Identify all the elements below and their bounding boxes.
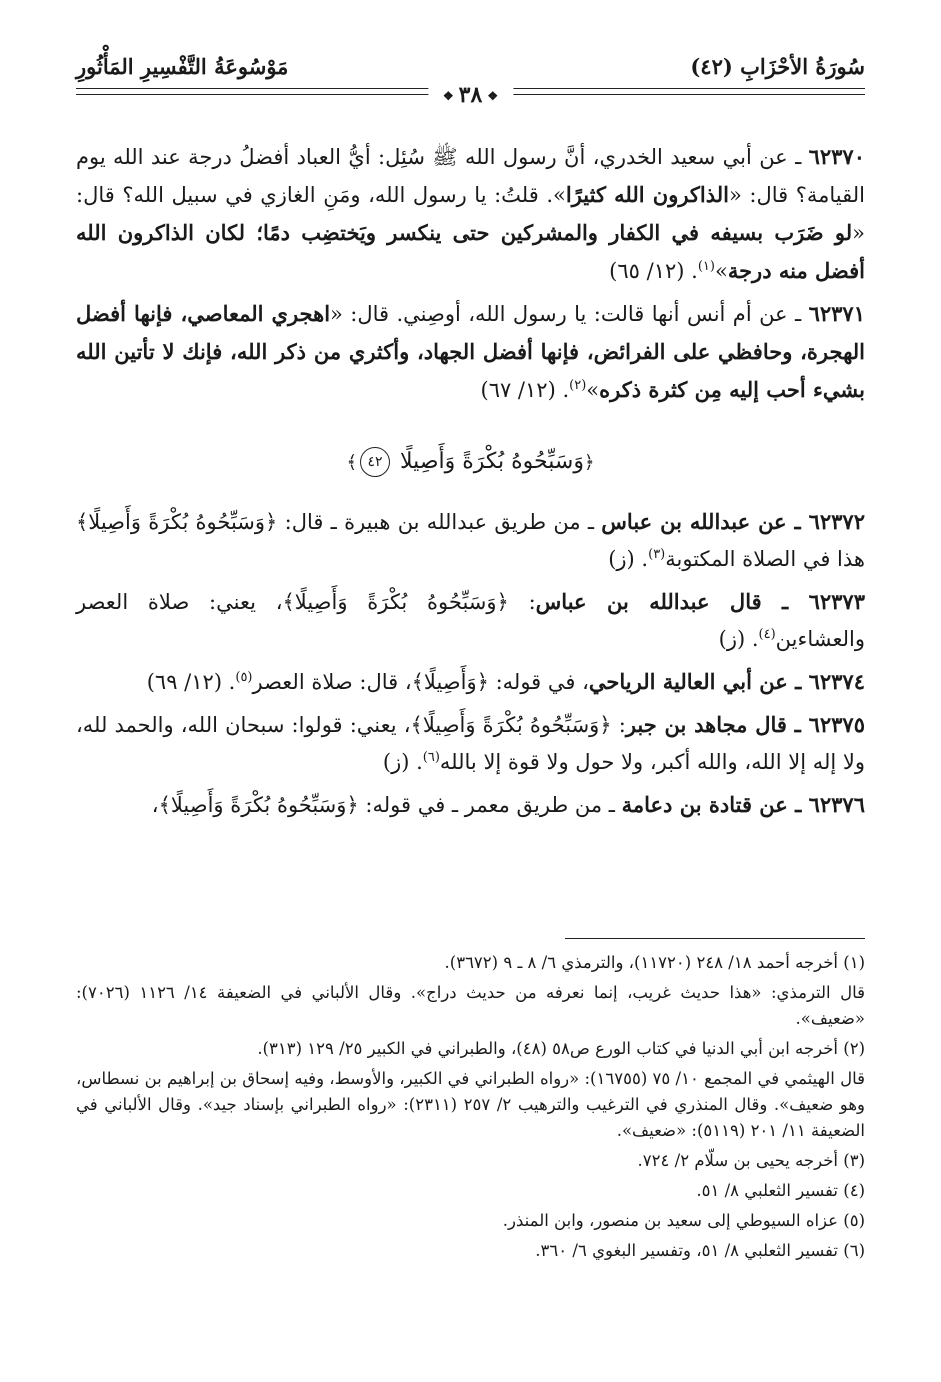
entry-text: ». قلتُ: يا رسول الله، ومَنِ الغازي في سبيل الله؟ قال: « — [76, 183, 865, 245]
tafsir-entry — [76, 706, 865, 781]
verse-number: ٤٢ — [360, 447, 390, 477]
main-text — [76, 138, 865, 829]
volume-reference: . (ز) — [718, 627, 759, 651]
entry-text: ـ من طريق عبدالله بن هبيرة ـ قال: — [277, 510, 602, 534]
volume-reference: . (١٢/ ٦٧) — [480, 378, 570, 402]
verse-quote: ﴿وَسَبِّحُوهُ بُكْرَةً وَأَصِيلًا﴾ — [410, 713, 612, 737]
entry-text: ، — [151, 793, 159, 817]
prophetic-quote: لو ضَرَب بسيفه في الكفار والمشركين حتى ينكسر ويَختضِب دمًا؛ لكان الذاكرون الله أفضل منه درجة — [76, 220, 865, 283]
footnote-marker[interactable]: (٢) — [569, 378, 587, 393]
hadith-entry — [76, 295, 865, 409]
entry-text: ، قال: صلاة العصر — [252, 670, 412, 694]
footnote: (٣) أخرجه يحيى بن سلّام ٢/ ٧٢٤. — [637, 1151, 865, 1170]
entry-text: : — [611, 713, 626, 737]
footnote-marker[interactable]: (٦) — [422, 750, 440, 765]
entry-number: ٦٢٣٧٦ — [808, 792, 865, 817]
footnote: (٦) تفسير الثعلبي ٨/ ٥١، وتفسير البغوي ٦/ ٣٦٠. — [535, 1241, 865, 1260]
ornament-icon: ❖ — [487, 89, 499, 103]
footnote: قال الترمذي: «هذا حديث غريب، إنما نعرفه من حديث دراج». وقال الألباني في الضعيفة ١٤/ ١١٢٦ (٧٠٢٦): «ضعيف». — [76, 983, 865, 1028]
entry-number: ٦٢٣٧٥ — [808, 712, 865, 737]
footnote: قال الهيثمي في المجمع ١٠/ ٧٥ (١٦٧٥٥): «رواه الطبراني في الكبير، والأوسط، وفيه إسحاق بن إبراهيم بن نسطاس، وهو ضعيف». وقال المنذري في الترغيب والترهيب ٢/ ٢٥٧ (٢٣١١): «رواه الطبراني بإسناد جيد». وقال الألباني في الضعيفة ١١/ ٢٠١ (٥١١٩): «ضعيف». — [76, 1069, 865, 1140]
entry-text: ، يعني: قولوا: سبحان الله، والحمد لله، ولا إله إلا الله، والله أكبر، ولا حول ولا قوة إلا بالله — [76, 713, 865, 774]
footnote: (٥) عزاه السيوطي إلى سعيد بن منصور، وابن المنذر. — [502, 1211, 865, 1230]
entry-number: ٦٢٣٧٢ — [808, 509, 865, 534]
entry-text: » — [586, 378, 600, 402]
footnote-marker[interactable]: (١) — [697, 259, 715, 274]
book-title: مَوْسُوعَةُ التَّفْسِيرِ المَأْثُورِ — [76, 54, 289, 79]
narrator-name: ـ عن عبدالله بن عباس — [601, 509, 809, 534]
surah-title: سُورَةُ الأحْزَابِ (٤٢) — [690, 54, 865, 79]
entry-text: ، يعني: صلاة العصر والعشاءين — [76, 590, 865, 651]
entry-text: ـ عن أبي سعيد الخدري، أنَّ رسول الله ﷺ سُئِل: أيُّ العباد أفضلُ درجة عند الله يوم القيامة؟ قال: « — [76, 145, 865, 207]
narrator-name: ـ عن قتادة بن دعامة — [621, 792, 809, 817]
verse-bracket-open: ﴿ — [583, 452, 595, 473]
narrator-name: ـ قال مجاهد بن جبر — [625, 712, 809, 737]
entry-number: ٦٢٣٧٠ — [808, 144, 865, 169]
footnote: (٤) تفسير الثعلبي ٨/ ٥١. — [696, 1181, 865, 1200]
entry-number: ٦٢٣٧٣ — [808, 589, 865, 614]
footnote-marker[interactable]: (٣) — [648, 547, 666, 562]
verse-bracket-close: ﴾ — [346, 452, 358, 473]
footnote-separator — [565, 938, 865, 939]
volume-reference: . (ز) — [608, 547, 649, 571]
entry-text: ، في قوله: — [488, 670, 589, 694]
tafsir-entry — [76, 663, 865, 701]
verse-quote: ﴿وَسَبِّحُوهُ بُكْرَةً وَأَصِيلًا﴾ — [282, 590, 509, 614]
verse-text: وَسَبِّحُوهُ بُكْرَةً وَأَصِيلًا — [400, 449, 584, 474]
entry-text: » — [714, 259, 728, 283]
entry-text: : — [508, 590, 536, 614]
footnote: (٢) أخرجه ابن أبي الدنيا في كتاب الورع ص٥٨ (٤٨)، والطبراني في الكبير ٢٥/ ١٢٩ (٣١٣). — [257, 1039, 865, 1058]
verse-quote: ﴿وَأَصِيلًا﴾ — [411, 670, 489, 694]
tafsir-entry — [76, 503, 865, 578]
page-number-box — [428, 82, 513, 108]
tafsir-entry — [76, 583, 865, 658]
verse-quote: ﴿وَسَبِّحُوهُ بُكْرَةً وَأَصِيلًا﴾ — [76, 510, 278, 534]
entry-number: ٦٢٣٧٤ — [808, 669, 865, 694]
verse-quote: ﴿وَسَبِّحُوهُ بُكْرَةً وَأَصِيلًا﴾ — [158, 793, 359, 817]
running-header — [76, 54, 865, 120]
footnote-marker[interactable]: (٥) — [235, 670, 253, 685]
narrator-name: ـ قال عبدالله بن عباس — [535, 589, 809, 614]
ornament-icon: ❖ — [442, 89, 454, 103]
page-number: ٣٨ — [458, 82, 483, 108]
prophetic-quote: اهجري المعاصي، فإنها أفضل الهجرة، وحافظي على الفرائض، فإنها أفضل الجهاد، وأكثري من ذكر الله، فإنك لا تأتين الله بشيء أحب إليه مِن كثرة ذكره — [76, 301, 865, 402]
volume-reference: . (١٢/ ٦٩) — [146, 670, 236, 694]
entry-text: هذا في الصلاة المكتوبة — [665, 547, 865, 571]
narrator-name: ـ عن أبي العالية الرياحي — [588, 669, 809, 694]
entry-number: ٦٢٣٧١ — [808, 301, 865, 326]
volume-reference: . (١٢/ ٦٥) — [609, 259, 698, 283]
tafsir-entry — [76, 786, 865, 824]
hadith-entry — [76, 138, 865, 290]
entry-text: ـ من طريق معمر ـ في قوله: — [358, 793, 622, 817]
quran-verse-heading — [76, 443, 865, 481]
footnote: (١) أخرجه أحمد ١٨/ ٢٤٨ (١١٧٢٠)، والترمذي ٦/ ٨ ـ ٩ (٣٦٧٢). — [444, 953, 865, 972]
prophetic-quote: الذاكرون الله كثيرًا — [565, 182, 730, 207]
footnote-marker[interactable]: (٤) — [758, 627, 776, 642]
entry-text: ـ عن أم أنس أنها قالت: يا رسول الله، أوصِني. قال: « — [330, 302, 809, 326]
footnotes — [76, 950, 865, 1268]
volume-reference: . (ز) — [382, 750, 423, 774]
